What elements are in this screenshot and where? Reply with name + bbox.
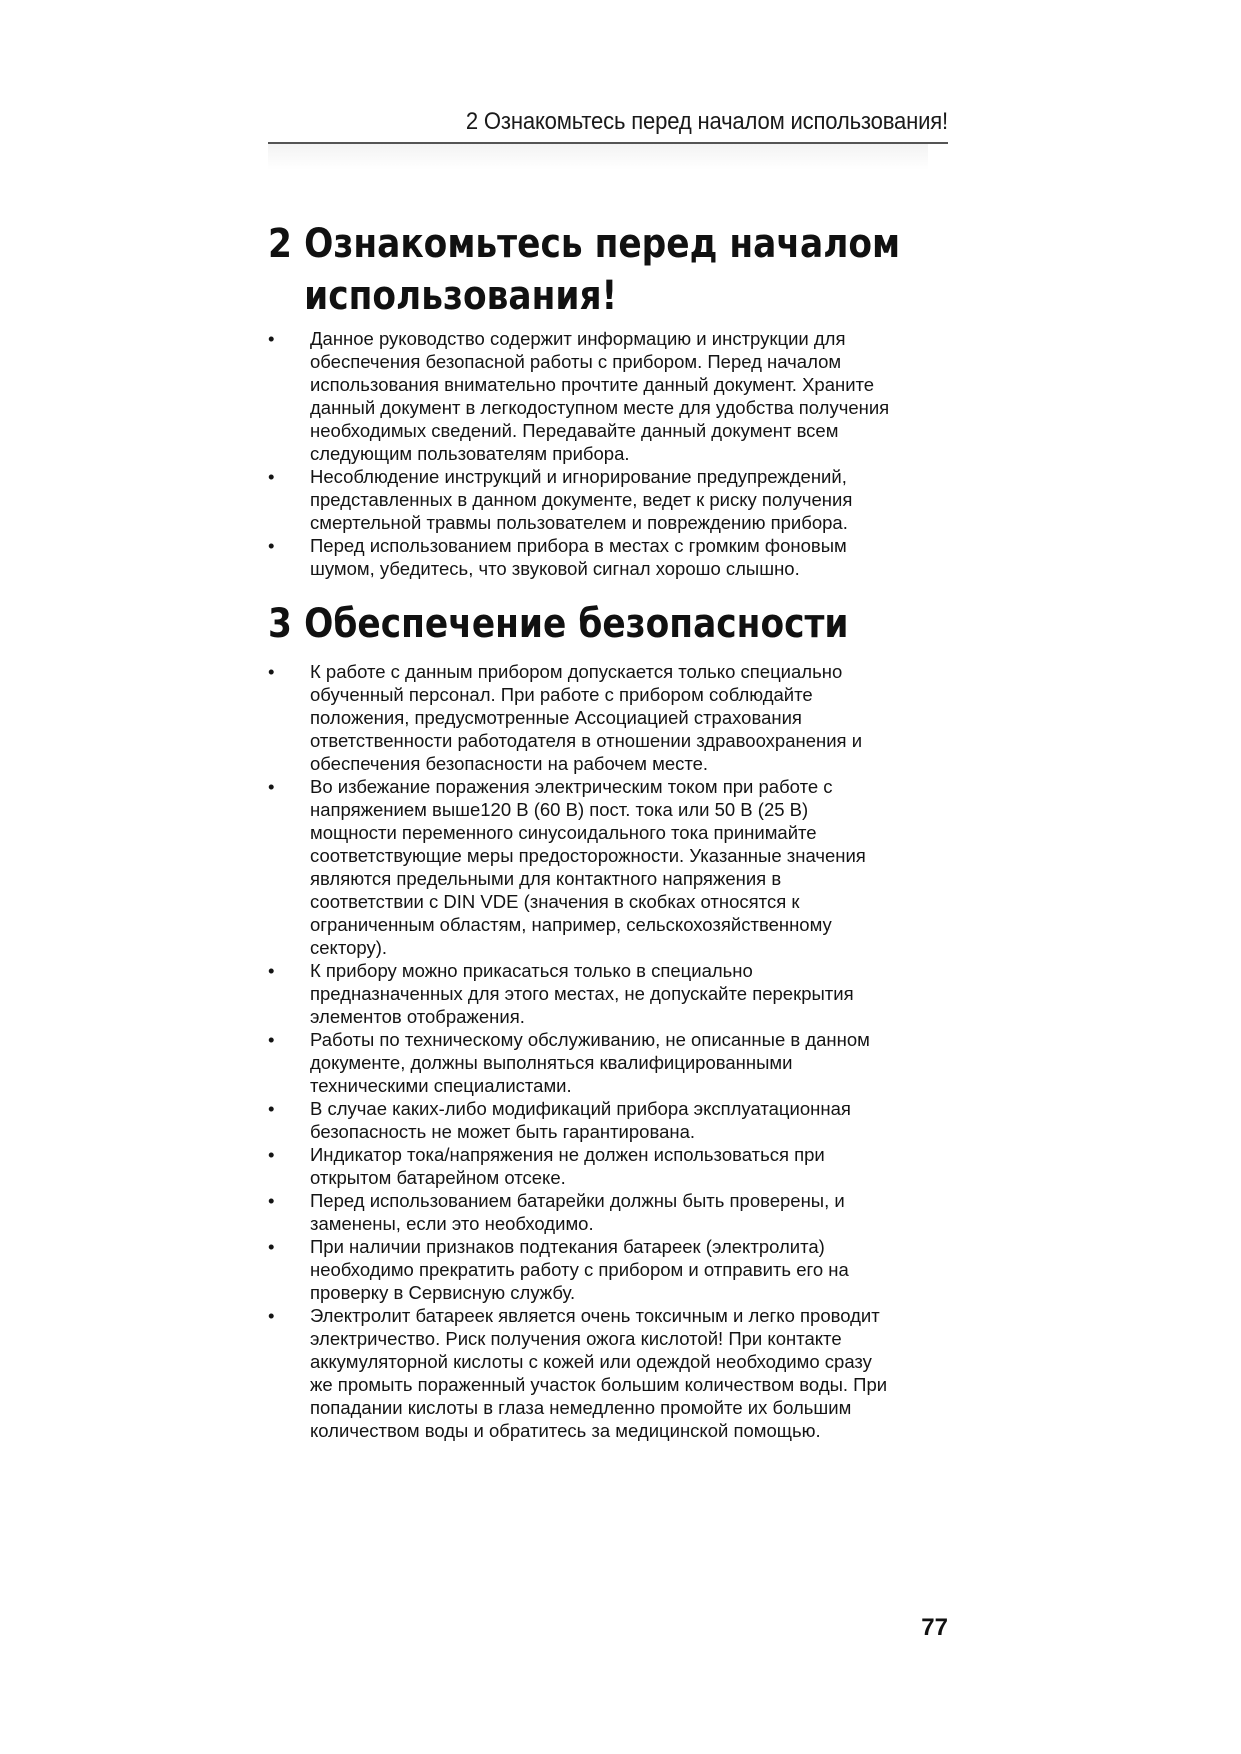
bullet-line: техническими специалистами. [310, 1075, 572, 1096]
bullet-line: обученный персонал. При работе с прибором соблюдайте [310, 684, 813, 705]
bullet-line: смертельной травмы пользователем и повреждению прибора. [310, 512, 848, 533]
bullet-line: мощности переменного синусоидального тока принимайте [310, 822, 817, 843]
bullet-marker: • [268, 466, 275, 487]
bullet-line: безопасность не может быть гарантирована. [310, 1121, 696, 1142]
bullet-line: сектору). [310, 937, 388, 958]
bullet-line: ограниченным областям, например, сельскохозяйственному [310, 914, 832, 935]
bullet-line: проверку в Сервисную службу. [310, 1282, 576, 1303]
bullet-item [268, 660, 948, 775]
page-number: 77 [921, 1614, 948, 1641]
bullet-line: документе, должны выполняться квалифицированными [310, 1052, 793, 1073]
bullet-item [268, 1143, 948, 1189]
bullet-line: аккумуляторной кислоты с кожей или одеждой необходимо сразу [310, 1351, 872, 1372]
bullet-line: напряжением выше120 В (60 В) пост. тока или 50 В (25 В) [310, 799, 809, 820]
bullet-marker: • [268, 1305, 275, 1326]
section-2-bullet-list [268, 327, 948, 580]
section-3-title [268, 598, 849, 650]
bullet-line: При наличии признаков подтекания батареек (электролита) [310, 1236, 825, 1257]
bullet-line: Перед использованием батарейки должны быть проверены, и [310, 1190, 845, 1211]
bullet-item [268, 1028, 948, 1097]
bullet-line: К прибору можно прикасаться только в специально [310, 960, 753, 981]
bullet-line: Индикатор тока/напряжения не должен использоваться при [310, 1144, 825, 1165]
bullet-line: Данное руководство содержит информацию и инструкции для [310, 328, 846, 349]
bullet-line: Электролит батареек является очень токсичным и легко проводит [310, 1305, 880, 1326]
bullet-item [268, 327, 948, 465]
bullet-line: Несоблюдение инструкций и игнорирование предупреждений, [310, 466, 847, 487]
bullet-line: необходимых сведений. Передавайте данный документ всем [310, 420, 839, 441]
section-3-bullet-list [268, 660, 948, 1442]
bullet-line: элементов отображения. [310, 1006, 525, 1027]
bullet-marker: • [268, 1144, 275, 1165]
section-3-title-line-1: Обеспечение безопасности [304, 601, 849, 647]
bullet-item [268, 534, 948, 580]
bullet-marker: • [268, 776, 275, 797]
bullet-line: соответствующие меры предосторожности. Указанные значения [310, 845, 866, 866]
bullet-line: использования внимательно прочтите данный документ. Храните [310, 374, 875, 395]
bullet-line: количеством воды и обратитесь за медицинской помощью. [310, 1420, 821, 1441]
bullet-line: Во избежание поражения электрическим током при работе с [310, 776, 833, 797]
bullet-line: попадании кислоты в глаза немедленно промойте их большим [310, 1397, 852, 1418]
section-2-title-line-1: Ознакомьтесь перед началом [304, 221, 901, 267]
bullet-line: данный документ в легкодоступном месте для удобства получения [310, 397, 890, 418]
section-2-title-line-2: использования! [304, 273, 618, 319]
bullet-line: представленных в данном документе, ведет к риску получения [310, 489, 853, 510]
bullet-item [268, 1304, 948, 1442]
bullet-line: обеспечения безопасности на рабочем месте. [310, 753, 709, 774]
bullet-marker: • [268, 1029, 275, 1050]
bullet-line: следующим пользователям прибора. [310, 443, 630, 464]
bullet-marker: • [268, 1236, 275, 1257]
bullet-line: В случае каких-либо модификаций прибора эксплуатационная [310, 1098, 851, 1119]
bullet-item [268, 1189, 948, 1235]
bullet-line: необходимо прекратить работу с прибором и отправить его на [310, 1259, 849, 1280]
bullet-line: обеспечения безопасной работы с прибором. Перед началом [310, 351, 842, 372]
section-2-title [268, 218, 900, 322]
section-3-number: 3 [268, 601, 292, 647]
bullet-item [268, 1097, 948, 1143]
bullet-line: шумом, убедитесь, что звуковой сигнал хорошо слышно. [310, 558, 800, 579]
bullet-marker: • [268, 1098, 275, 1119]
bullet-item [268, 465, 948, 534]
bullet-item [268, 959, 948, 1028]
bullet-marker: • [268, 661, 275, 682]
bullet-line: являются предельными для контактного напряжения в [310, 868, 782, 889]
header-rule [268, 142, 948, 144]
bullet-line: Перед использованием прибора в местах с громким фоновым [310, 535, 847, 556]
bullet-line: предназначенных для этого местах, не допускайте перекрытия [310, 983, 854, 1004]
bullet-item [268, 1235, 948, 1304]
bullet-line: положения, предусмотренные Ассоциацией страхования [310, 707, 802, 728]
bullet-marker: • [268, 535, 275, 556]
bullet-marker: • [268, 1190, 275, 1211]
bullet-line: ответственности работодателя в отношении здравоохранения и [310, 730, 863, 751]
bullet-line: заменены, если это необходимо. [310, 1213, 594, 1234]
bullet-line: Работы по техническому обслуживанию, не описанные в данном [310, 1029, 870, 1050]
bullet-line: соответствии с DIN VDE (значения в скобках относятся к [310, 891, 800, 912]
bullet-line: К работе с данным прибором допускается только специально [310, 661, 843, 682]
bullet-line: же промыть пораженный участок большим количеством воды. При [310, 1374, 888, 1395]
header-shade [268, 144, 928, 170]
bullet-marker: • [268, 960, 275, 981]
bullet-marker: • [268, 328, 275, 349]
section-2-number: 2 [268, 221, 292, 267]
bullet-line: электричество. Риск получения ожога кислотой! При контакте [310, 1328, 842, 1349]
bullet-item [268, 775, 948, 959]
running-header: 2 Ознакомьтесь перед началом использования! [465, 108, 948, 135]
bullet-line: открытом батарейном отсеке. [310, 1167, 566, 1188]
